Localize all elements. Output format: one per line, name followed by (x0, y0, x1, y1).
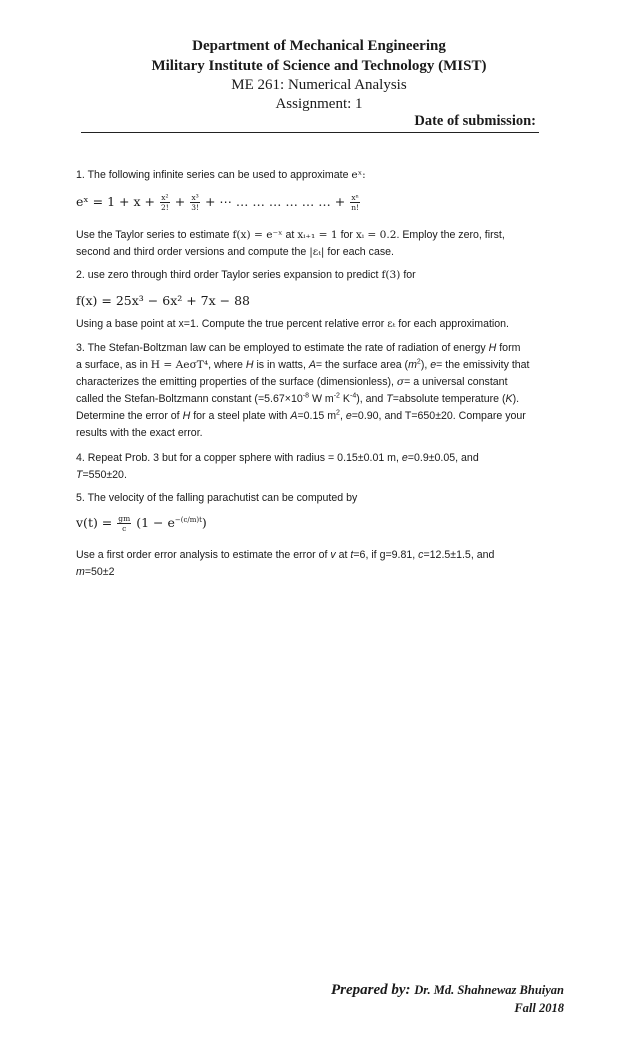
department-title: Department of Mechanical Engineering (192, 38, 446, 54)
q5-text: Use a first order error analysis to estimate the error of v at t=6, if g=9.81, c=12.5±1.5, and m=50±2 (76, 549, 495, 578)
q2-intro: 2. use zero through third order Taylor series expansion to predict f(3) for (76, 269, 416, 281)
q5-intro: 5. The velocity of the falling parachutist can be computed by (76, 492, 358, 504)
date-of-submission-label: Date of submission: (414, 113, 536, 129)
institute-title: Military Institute of Science and Technology (MIST) (151, 58, 487, 74)
header-divider (81, 132, 539, 133)
q5-velocity-equation: v(t) = $\frac{gm}{c}$ $(1 - e^{-(c/m)t})$ (76, 514, 207, 533)
course-title: ME 261: Numerical Analysis (231, 77, 407, 93)
q1-text-line1: Use the Taylor series to estimate f(x) = e⁻ˣ at xᵢ₊₁ = 1 for xᵢ = 0.2. Employ the zero, first, (76, 229, 505, 241)
q1-series-equation: eˣ = 1 + x + $\frac{\text{x²}}{2!}$ + $\frac{\text{x³}}{3!}$ + ⋯ … … … … … … + $\frac{\text{xⁿ}}{n!}$ (76, 193, 360, 212)
prepared-by: Prepared by: Dr. Md. Shahnewaz Bhuiyan (330, 982, 564, 998)
q2-text: Using a base point at x=1. Compute the true percent relative error εₜ for each approximation. (76, 318, 510, 330)
q1-intro: 1. The following infinite series can be used to approximate eˣ: (76, 169, 366, 181)
q3-text: 3. The Stefan-Boltzman law can be employed to estimate the rate of radiation of energy H form a surface, as in H = AeσT⁴, where H is in watts, A= the surface area $(m^2)$, e= the emissivity that characterizes the emitting properties of the surface (dimensionless), σ= a universal constant called the Stefan-Boltzmann constant ($=5.67\times 10^{-8}$ W $m^{-2}$ $K^{-4}$), and T=absolute temperature (K). Determine the error of H for a steel plate with A=0.15 $m^2$, e=0.90, and T=650±20. Compare your results with the exact error. (76, 342, 530, 439)
term-label: Fall 2018 (514, 1001, 564, 1015)
q4-text: 4. Repeat Prob. 3 but for a copper sphere with radius = 0.15±0.01 m, e=0.9±0.05, and T=550±20. (76, 452, 479, 481)
q1-text-line2: second and third order versions and compute the |εₜ| for each case. (76, 246, 394, 258)
assignment-title: Assignment: 1 (275, 96, 363, 112)
q2-polynomial-equation: f(x) = 25x³ − 6x² + 7x − 88 (76, 293, 250, 308)
